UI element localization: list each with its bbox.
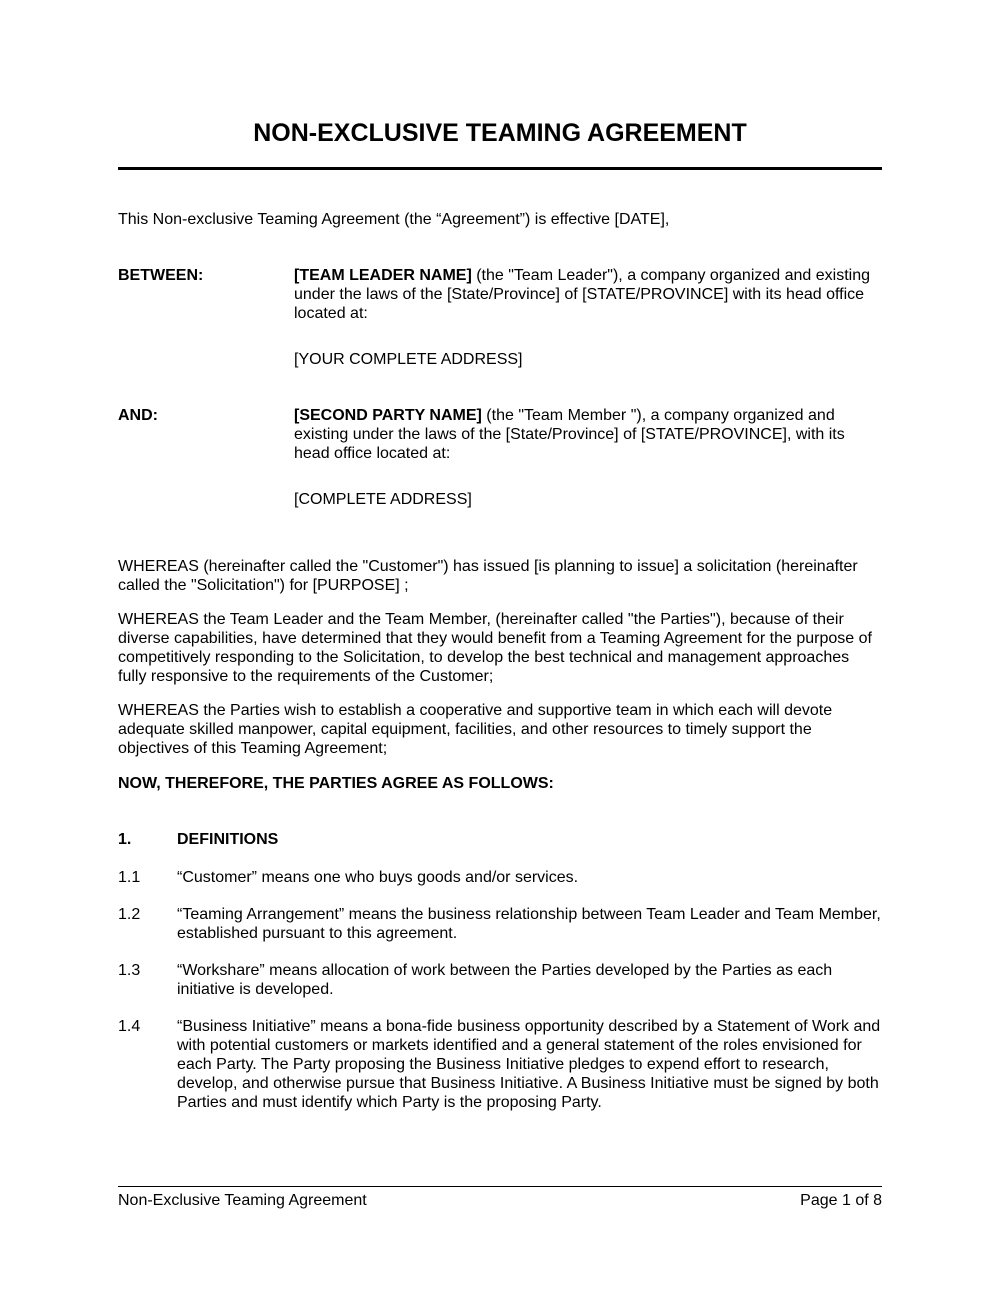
between-label: BETWEEN: (118, 267, 204, 284)
footer-document-name: Non-Exclusive Teaming Agreement (118, 1192, 367, 1209)
section-heading: DEFINITIONS (177, 831, 279, 848)
whereas-paragraph-1: WHEREAS (hereinafter called the "Customer") has issued [is planning to issue] a solicitation (hereinafter called the "Solicitation") for [PURPOSE] ; (118, 558, 858, 594)
clause-text: “Customer” means one who buys goods and/or services. (177, 869, 579, 886)
team-leader-address: [YOUR COMPLETE ADDRESS] (294, 351, 523, 368)
team-member-description: (the "Team Member "), a company organized and existing under the laws of the [State/Province] of [STATE/PROVINCE], with its head office located at: (294, 407, 845, 462)
whereas-paragraph-2: WHEREAS the Team Leader and the Team Member, (hereinafter called "the Parties"), because of their diverse capabilities, have determined that they would benefit from a Teaming Agreement for the purpose of competitively responding to the Solicitation, to develop the best technical and management approaches fully responsive to the requirements of the Customer; (118, 611, 872, 685)
intro-paragraph: This Non-exclusive Teaming Agreement (the “Agreement”) is effective [DATE], (118, 211, 670, 228)
clause-text: “Workshare” means allocation of work between the Parties developed by the Parties as each initiative is developed. (177, 962, 833, 998)
section-number: 1. (118, 831, 132, 848)
clause-number: 1.2 (118, 906, 141, 923)
footer-page-number: Page 1 of 8 (800, 1192, 882, 1209)
footer-divider (118, 1186, 882, 1187)
team-member-name: [SECOND PARTY NAME] (294, 407, 482, 424)
and-label: AND: (118, 407, 158, 424)
team-leader-paragraph (294, 266, 884, 323)
now-therefore-heading: NOW, THEREFORE, THE PARTIES AGREE AS FOLLOWS: (118, 775, 554, 792)
clause-number: 1.1 (118, 869, 141, 886)
team-leader-description: (the "Team Leader"), a company organized and existing under the laws of the [State/Province] of [STATE/PROVINCE] with its head office located at: (294, 267, 871, 322)
title-divider (118, 167, 882, 170)
team-leader-name: [TEAM LEADER NAME] (294, 267, 472, 284)
whereas-paragraph-3: WHEREAS the Parties wish to establish a cooperative and supportive team in which each will devote adequate skilled manpower, capital equipment, facilities, and other resources to timely support the objectives of this Teaming Agreement; (118, 702, 833, 757)
team-member-address: [COMPLETE ADDRESS] (294, 491, 472, 508)
document-title: NON-EXCLUSIVE TEAMING AGREEMENT (253, 119, 747, 147)
clause-text: “Business Initiative” means a bona-fide business opportunity described by a Statement of Work and with potential customers or markets identified and a general statement of the roles envisioned for each Party. The Party proposing the Business Initiative pledges to expend effort to research, develop, and otherwise pursue that Business Initiative. A Business Initiative must be signed by both Parties and must identify which Party is the proposing Party. (177, 1018, 881, 1111)
clause-number: 1.3 (118, 962, 141, 979)
team-member-paragraph (294, 406, 884, 463)
clause-number: 1.4 (118, 1018, 141, 1035)
clause-text: “Teaming Arrangement” means the business relationship between Team Leader and Team Member, established pursuant to this agreement. (177, 906, 881, 942)
